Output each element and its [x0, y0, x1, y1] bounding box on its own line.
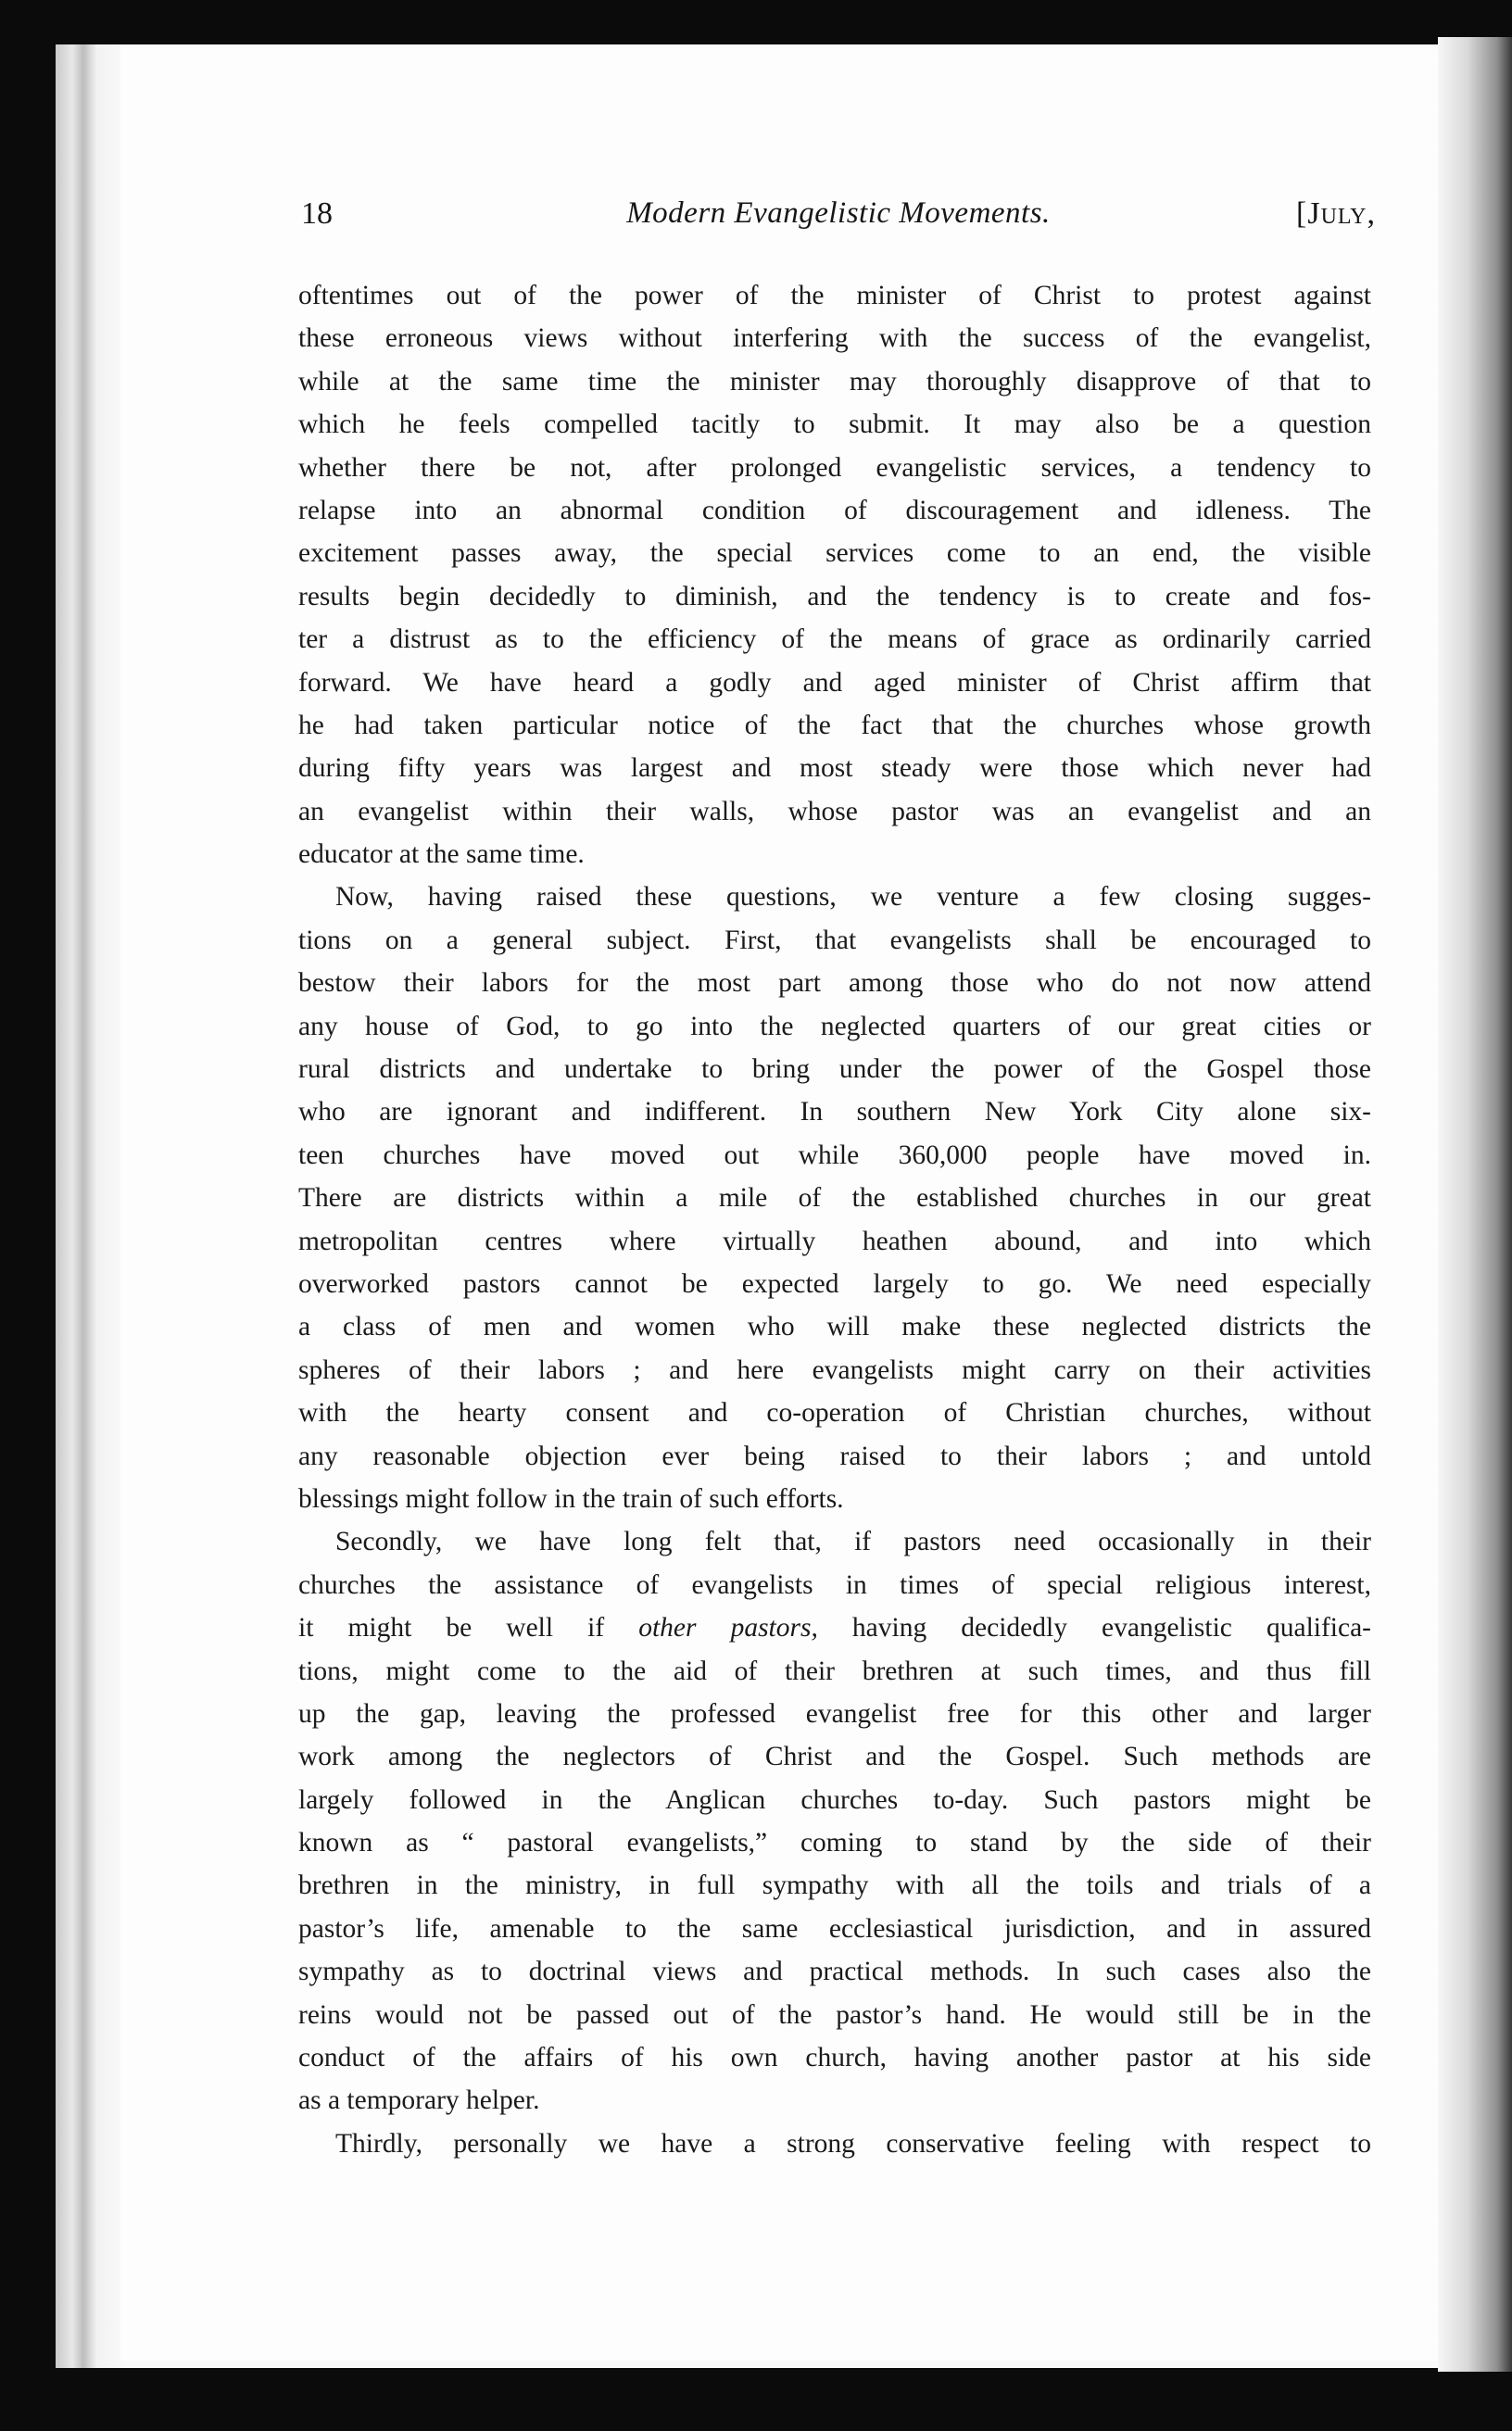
text-line: an evangelist within their walls, whose pastor was an evangelist and an [298, 796, 1371, 826]
text-line: with the hearty consent and co-operation of Christian churches, without [298, 1398, 1371, 1429]
text-line: up the gap, leaving the professed evangelist free for this other and larger [298, 1698, 1371, 1729]
text-line: results begin decidedly to diminish, and the tendency is to create and fos- [298, 581, 1371, 611]
text-line: churches the assistance of evangelists in times of special religious interest, [298, 1569, 1371, 1600]
text-line: these erroneous views without interfering with the success of the evangelist, [298, 323, 1371, 354]
text-line: tions, might come to the aid of their brethren at such times, and thus fill [298, 1656, 1371, 1686]
running-title: Modern Evangelistic Movements. [626, 196, 1051, 230]
text-line: a class of men and women who will make these neglected districts the [298, 1312, 1371, 1342]
text-line: Now, having raised these questions, we venture a few closing sugges- [335, 882, 1371, 913]
text-line: known as “ pastoral evangelists,” coming to stand by the side of their [298, 1828, 1371, 1858]
text-line: brethren in the ministry, in full sympathy with all the toils and trials of a [298, 1870, 1371, 1901]
text-line: educator at the same time. [298, 839, 585, 870]
page-number: 18 [301, 196, 333, 231]
text-line: while at the same time the minister may thoroughly disapprove of that to [298, 366, 1371, 397]
text-line: whether there be not, after prolonged evangelistic services, a tendency to [298, 452, 1371, 483]
text-line: There are districts within a mile of the established churches in our great [298, 1183, 1371, 1214]
text-line: who are ignorant and indifferent. In southern New York City alone six- [298, 1097, 1371, 1127]
text-line: largely followed in the Anglican churches to-day. Such pastors might be [298, 1784, 1371, 1815]
text-fragment: having decidedly evangelistic qualifica- [817, 1613, 1371, 1644]
italic-phrase: other pastors, [638, 1613, 818, 1644]
text-line: blessings might follow in the train of such efforts. [298, 1483, 844, 1514]
text-line: pastor’s life, amenable to the same ecclesiastical jurisdiction, and in assured [298, 1913, 1371, 1944]
text-line: ter a distrust as to the efficiency of the means of grace as ordinarily carried [298, 624, 1371, 655]
text-line: any reasonable objection ever being raised to their labors ; and untold [298, 1441, 1371, 1471]
running-date: [July, [1296, 196, 1376, 231]
text-line: teen churches have moved out while 360,000 people have moved in. [298, 1140, 1371, 1170]
text-line: conduct of the affairs of his own church, having another pastor at his side [298, 2043, 1371, 2073]
paragraph-3 [298, 1520, 1371, 2122]
text-line: oftentimes out of the power of the minister of Christ to protest against [298, 281, 1371, 310]
paragraph-1 [298, 274, 1371, 875]
text-line: Thirdly, personally we have a strong conservative feeling with respect to [335, 2128, 1371, 2159]
text-line: relapse into an abnormal condition of discouragement and idleness. The [298, 495, 1371, 525]
text-line-with-italic [298, 1606, 1371, 1649]
text-line: forward. We have heard a godly and aged minister of Christ affirm that [298, 667, 1371, 698]
text-line: excitement passes away, the special services come to an end, the visible [298, 538, 1371, 569]
paragraph-2 [298, 875, 1371, 1520]
text-line: as a temporary helper. [298, 2085, 540, 2116]
binding-shadow [1438, 37, 1512, 2372]
text-line: bestow their labors for the most part among those who do not now attend [298, 968, 1371, 999]
text-line: any house of God, to go into the neglected quarters of our great cities or [298, 1011, 1371, 1041]
text-line: Secondly, we have long felt that, if pastors need occasionally in their [335, 1527, 1371, 1557]
text-line: metropolitan centres where virtually heathen abound, and into which [298, 1226, 1371, 1256]
text-line: spheres of their labors ; and here evangelists might carry on their activities [298, 1354, 1371, 1385]
text-line: which he feels compelled tacitly to submit. It may also be a question [298, 409, 1371, 440]
text-line: during fifty years was largest and most steady were those which never had [298, 753, 1371, 784]
text-line: sympathy as to doctrinal views and practical methods. In such cases also the [298, 1957, 1371, 1987]
text-line: reins would not be passed out of the pastor’s hand. He would still be in the [298, 1999, 1371, 2030]
text-line: overworked pastors cannot be expected largely to go. We need especially [298, 1268, 1371, 1299]
text-line: he had taken particular notice of the fact that the churches whose growth [298, 710, 1371, 740]
text-line: rural districts and undertake to bring under the power of the Gospel those [298, 1054, 1371, 1085]
body-text [298, 274, 1371, 2165]
paragraph-4 [298, 2122, 1371, 2165]
running-head [301, 196, 1376, 252]
text-line: work among the neglectors of Christ and the Gospel. Such methods are [298, 1742, 1371, 1772]
text-line: tions on a general subject. First, that evangelists shall be encouraged to [298, 925, 1371, 955]
text-fragment: it might be well if [298, 1613, 639, 1644]
